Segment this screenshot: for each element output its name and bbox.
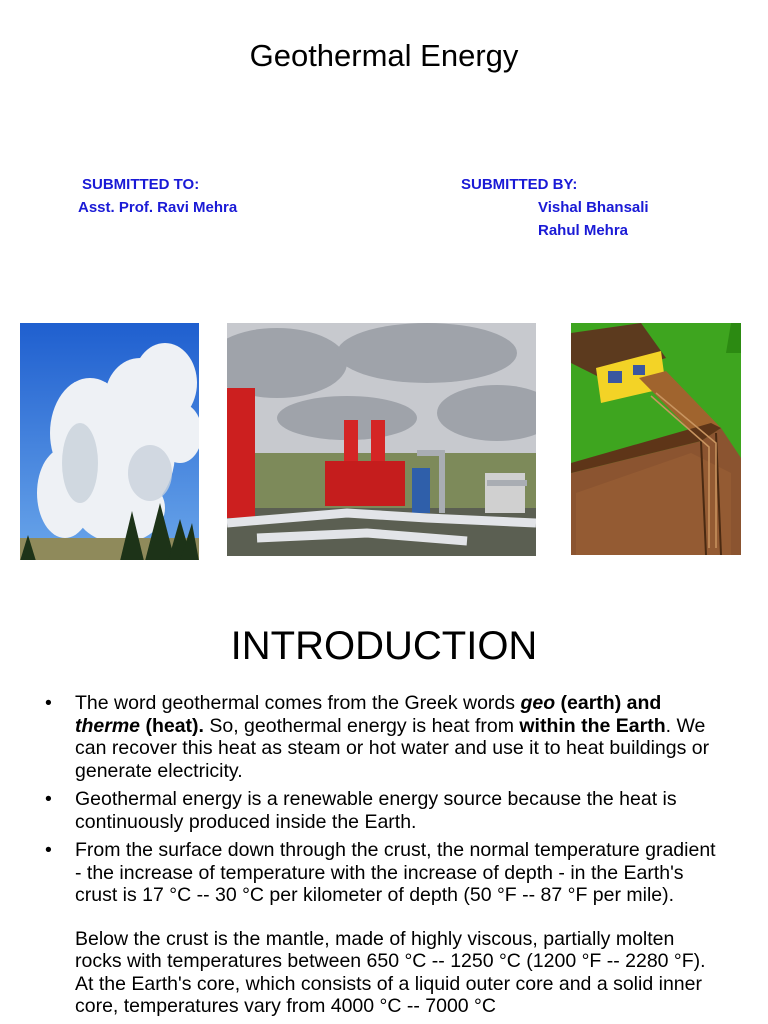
introduction-slide bbox=[0, 600, 768, 1024]
list-item bbox=[45, 788, 725, 833]
list-item bbox=[45, 692, 725, 782]
list-item bbox=[45, 839, 725, 1018]
slide-title: Geothermal Energy bbox=[249, 38, 519, 73]
bullet3-paragraph: Below the crust is the mantle, made of highly viscous, partially molten rocks with temperatures between 650 °C -- 1250 °C (1200 °F -- 2280 °F). At the Earth's core, which consists of a liquid outer core and a solid inner core, temperatures vary from 4000 °C -- 7000 °C bbox=[75, 927, 706, 1017]
bullet3-text: From the surface down through the crust, the normal temperature gradient - the increase of temperature with the increase of depth - in the Earth's crust is 17 °C -- 30 °C per kilometer of depth (50 °F -- 87 °F per mile). bbox=[75, 839, 716, 906]
geyser-photo bbox=[20, 323, 199, 560]
introduction-title: INTRODUCTION bbox=[230, 624, 538, 668]
submitted-to-block bbox=[78, 173, 237, 219]
submitted-by-block bbox=[461, 173, 649, 242]
submitted-by-label: SUBMITTED BY: bbox=[461, 176, 578, 193]
bullet-marker: • bbox=[45, 692, 52, 714]
submitted-to-label: SUBMITTED TO: bbox=[82, 176, 200, 193]
bullet-marker: • bbox=[45, 839, 52, 861]
heat-pump-illustration bbox=[571, 323, 741, 555]
submitted-to-name: Asst. Prof. Ravi Mehra bbox=[78, 199, 238, 216]
bullet1-text: The word geothermal comes from the Greek words geo (earth) and therme (heat). So, geothermal energy is heat from within the Earth. We can recover this heat as steam or hot water and use it to heat buildings or generate electricity. bbox=[75, 692, 710, 782]
submitted-by-name-1: Vishal Bhansali bbox=[538, 199, 649, 216]
submitted-by-name-2: Rahul Mehra bbox=[538, 222, 629, 239]
introduction-bullet-list bbox=[45, 692, 725, 1024]
power-plant-photo bbox=[227, 323, 536, 556]
bullet-marker: • bbox=[45, 788, 52, 810]
bullet2-text: Geothermal energy is a renewable energy source because the heat is continuously produced inside the Earth. bbox=[75, 788, 677, 833]
